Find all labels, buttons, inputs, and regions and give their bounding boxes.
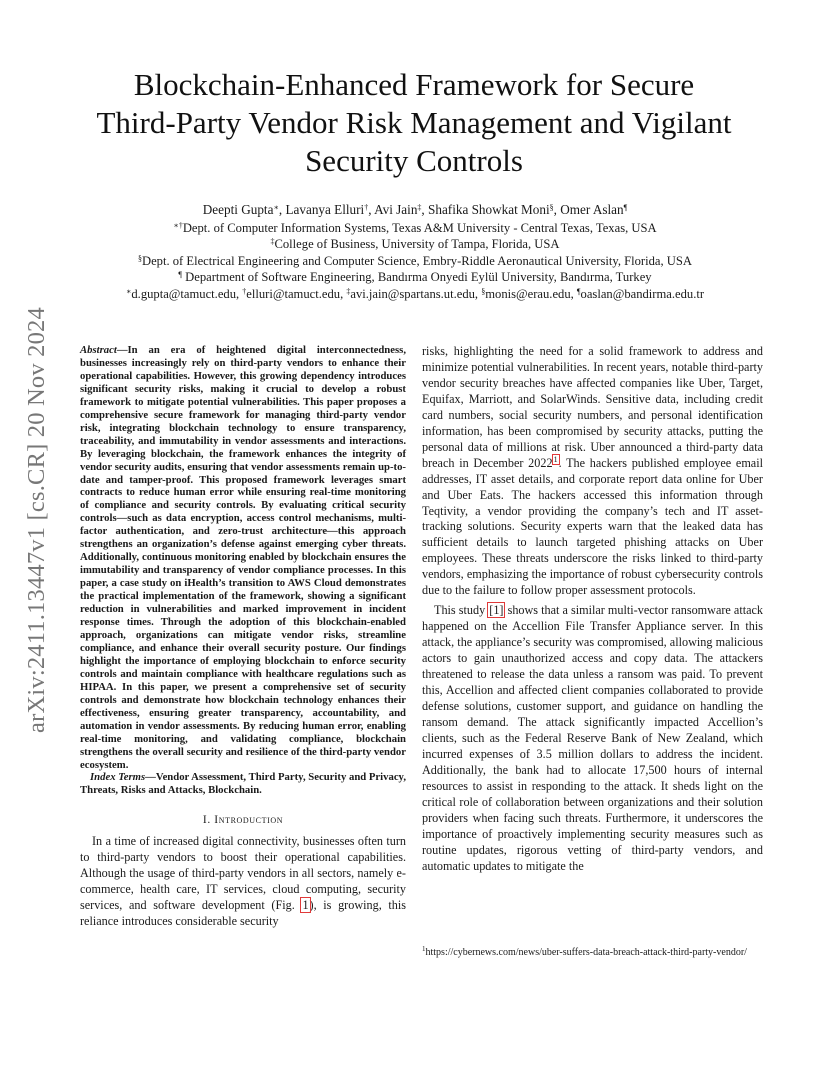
section-title: Introduction bbox=[214, 814, 284, 827]
arxiv-identifier bbox=[22, 280, 52, 760]
email-link[interactable]: elluri@tamuct.edu, bbox=[246, 286, 347, 301]
footnote bbox=[422, 946, 763, 959]
author-mark: ∗ bbox=[273, 203, 279, 212]
index-terms-label: Index Terms bbox=[90, 771, 146, 784]
affiliation-text: Department of Software Engineering, Bandırma Onyedi Eylül University, Bandırma, Turkey bbox=[182, 270, 652, 284]
affiliation bbox=[70, 220, 760, 237]
author-mark: § bbox=[549, 203, 554, 212]
affiliation bbox=[70, 236, 760, 253]
paragraph-text: . The hackers published employee email addresses, IT asset details, and corporate report data online for Uber and Uber Eats. The hackers accessed this information through Teqtivity, a vendor providing the company’s tech and IT asset-tracking solutions. Security experts warn that the leaked data has sufficient details to launch targeted phishing attacks on Uber employees. These threats underscore the risks linked to third-party vendors, emphasizing the importance of robust cybersecurity controls due to the failure to follow proper assessment protocols. bbox=[422, 455, 763, 598]
affiliation-mark: ¶ bbox=[178, 270, 182, 279]
arxiv-identifier-text: arXiv:2411.13447v1 [cs.CR] 20 Nov 2024 bbox=[23, 307, 50, 733]
email-list bbox=[70, 286, 760, 303]
affiliation bbox=[70, 269, 760, 286]
index-terms-text: —Vendor Assessment, Third Party, Security and Privacy, Threats, Risks and Attacks, Blockchain. bbox=[80, 771, 406, 797]
paragraph-text: shows that a similar multi-vector ransomware attack happened on the Accellion File Transfer Appliance server. In this attack, the appliance’s security was compromised, allowing malicious actors to gain unauthorized access and copy data. The attackers threatened to release the data unless a ransom was paid. To prevent this, Accellion and affected client companies collaborated to provide defense solutions, customer support, and guidance on handling the ransom demand. The attack significantly impacted Accellion’s clients, such as the Federal Reserve Bank of New Zealand, which incurred expenses of 3.5 million dollars to address the incident. Additionally, the bank had to allocate 17,500 hours of internal resources to assist in responding to the attack. It sheds light on the critical role of collaboration between organizations and their solution providers when facing such threats. Furthermore, it underscores the importance of proactively implementing security measures such as routine updates, rigorous vetting of third-party vendors, and automatic updates to mitigate the bbox=[422, 603, 764, 873]
email-link[interactable]: monis@erau.edu, bbox=[485, 286, 577, 301]
section-heading bbox=[80, 813, 406, 829]
email-mark: ¶ bbox=[576, 286, 581, 296]
abstract-text: —In an era of heightened digital interconnectedness, businesses increasingly rely on third-party vendors to enhance their operational capabilities. However, this growing dependency introduces significant security risks, making it crucial to develop a robust framework to mitigate potential vulnerabilities. This paper proposes a comprehensive secure framework for managing third-party vendor risk, integrating blockchain technology to ensure transparency, traceability, and immutability in vendor assessments and interactions. By leveraging blockchain, the framework enhances the integrity of vendor security audits, ensuring that vendor assessments remain up-to-date and tamper-proof. This proposed framework leverages smart contracts to reduce human error while ensuring real-time monitoring of compliance and security controls. By evaluating critical security controls—such as data encryption, access control mechanisms, multi-factor authentication, and zero-trust architecture—this approach strengthens an organization’s defense against emerging cyber threats. Additionally, continuous monitoring enabled by blockchain ensures the immutability and transparency of vendor compliance processes. In this paper, a case study on iHealth’s transition to AWS Cloud demonstrates the practical implementation of the framework, showing a significant reduction in vulnerabilities and marked improvement in incident response times. Through the adoption of this blockchain-enabled approach, organizations can mitigate vendor risks, streamline compliance, and enhance their overall security posture. Our findings highlight the importance of employing blockchain to enforce security controls and maintain compliance with healthcare regulations such as HIPAA. In this paper, we present a comprehensive set of security controls and demonstrate how blockchain technology enhances their effectiveness, ensuring greater transparency, accountability, and automation in vendor assessments. By reducing human error, enabling real-time monitoring, and validating compliance, blockchain strengthens the overall security and resilience of the third-party vendor ecosystem. bbox=[80, 344, 406, 771]
affiliation-text: College of Business, University of Tampa, Florida, USA bbox=[274, 237, 560, 251]
affiliation-text: Dept. of Electrical Engineering and Computer Science, Embry-Riddle Aeronautical University, Florida, USA bbox=[141, 253, 692, 268]
affiliation bbox=[70, 253, 760, 270]
author-mark: ¶ bbox=[623, 203, 628, 212]
section-number: I. bbox=[202, 814, 215, 827]
figure-link[interactable]: 1 bbox=[302, 898, 309, 913]
right-column bbox=[422, 344, 763, 874]
email-link[interactable]: d.gupta@tamuct.edu, bbox=[131, 286, 243, 301]
left-column bbox=[80, 344, 406, 930]
email-link[interactable]: avi.jain@spartans.ut.edu, bbox=[350, 286, 482, 301]
email-mark: ∗ bbox=[125, 286, 132, 296]
author-name: Shafika Showkat Moni bbox=[428, 202, 550, 217]
paragraph-text: In a time of increased digital connectivity, businesses often turn to third-party vendors to boost their operational capabilities. Although the usage of third-party vendors in all sectors, namely e-commerce, health care, IT services, cloud computing, security services, and software development (Fig. bbox=[80, 834, 406, 913]
title-line: Blockchain-Enhanced Framework for Secure bbox=[133, 67, 695, 102]
paragraph-text: This study bbox=[434, 603, 489, 618]
paragraph-text: ), is growing, this reliance introduces considerable security bbox=[80, 898, 406, 929]
title-line: Third-Party Vendor Risk Management and Vigilant bbox=[96, 105, 732, 140]
paper-title bbox=[60, 66, 768, 180]
author-mark: ‡ bbox=[417, 203, 422, 212]
email-mark: § bbox=[481, 286, 486, 296]
intro-paragraph bbox=[80, 834, 406, 930]
email-link[interactable]: oaslan@bandirma.edu.tr bbox=[580, 286, 705, 301]
email-mark: † bbox=[242, 286, 247, 296]
author-mark: † bbox=[364, 203, 369, 212]
affiliation-mark: ‡ bbox=[270, 237, 275, 246]
abstract-label: Abstract bbox=[80, 344, 117, 356]
affiliation-mark: § bbox=[137, 253, 142, 263]
author-name: Omer Aslan bbox=[560, 202, 624, 217]
intro-paragraph bbox=[422, 603, 763, 874]
abstract bbox=[80, 344, 406, 771]
author-name: Lavanya Elluri bbox=[285, 202, 365, 217]
author-names: Deepti Gupta∗, Lavanya Elluri†, Avi Jain‡, Shafika Showkat Moni§, Omer Aslan¶ bbox=[202, 202, 628, 217]
footnote-link[interactable]: 1 bbox=[553, 454, 558, 464]
paragraph-text: risks, highlighting the need for a solid framework to address and minimize potential vulnerabilities. In recent years, notable third-party vendor security breaches have affected companies like Uber, Target, Equifax, Marriott, and SolarWinds. Sensitive data, including credit card numbers, social security numbers, and personal identification information, has been compromised by security attacks, putting the personal data of millions at risk. Uber announced a third-party data breach in December 2022 bbox=[422, 344, 763, 470]
intro-paragraph-continued bbox=[422, 344, 763, 599]
index-terms bbox=[80, 771, 406, 797]
author-name: Deepti Gupta bbox=[202, 202, 274, 217]
affiliation-mark: ∗† bbox=[173, 220, 183, 230]
title-line: Security Controls bbox=[305, 143, 523, 178]
citation-link[interactable]: [1] bbox=[489, 603, 504, 618]
author-name: Avi Jain bbox=[374, 202, 418, 217]
footnote-mark: 1 bbox=[422, 945, 426, 953]
email-mark: ‡ bbox=[346, 286, 351, 296]
author-block bbox=[70, 202, 760, 302]
footnote-url[interactable]: https://cybernews.com/news/uber-suffers-data-breach-attack-third-party-vendor/ bbox=[425, 947, 747, 958]
affiliation-text: Dept. of Computer Information Systems, Texas A&M University - Central Texas, Texas, USA bbox=[182, 220, 657, 235]
